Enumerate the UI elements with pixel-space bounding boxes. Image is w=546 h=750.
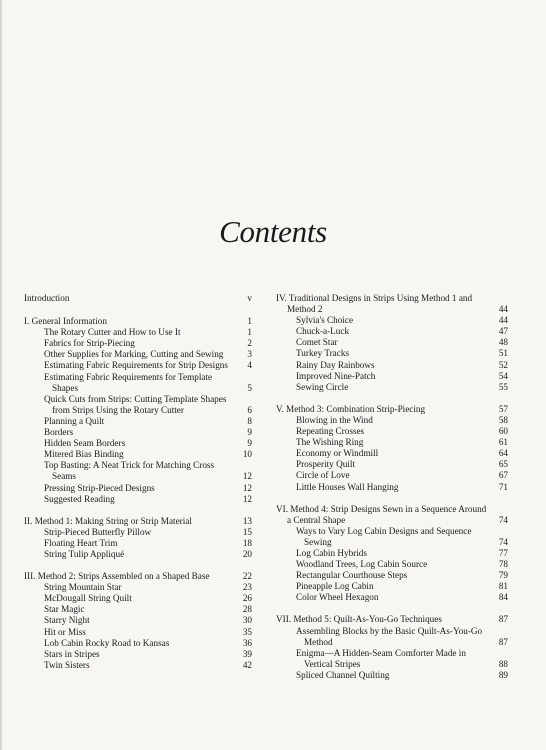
entry-title: The Wishing Ring — [296, 437, 364, 448]
entry-title: Stars in Stripes — [44, 648, 100, 659]
section-heading — [24, 293, 252, 304]
toc-entry — [276, 570, 508, 581]
toc-entry — [24, 483, 252, 494]
entry-title: Little Houses Wall Hanging — [296, 481, 399, 492]
entry-title: Lob Cabin Rocky Road to Kansas — [44, 637, 170, 648]
entry-title: Rainy Day Rainbows — [296, 359, 375, 370]
page-number: 8 — [247, 415, 252, 426]
page-number: 35 — [242, 626, 252, 637]
entry-title: Pressing Strip-Pieced Designs — [44, 482, 155, 493]
page-number: 79 — [498, 570, 508, 581]
section-heading — [24, 571, 252, 582]
toc-entry — [24, 494, 252, 505]
entry-title: Rectangular Courthouse Steps — [296, 570, 408, 581]
page-number: 74 — [498, 536, 508, 547]
page-number: 52 — [498, 359, 508, 370]
toc-entry — [276, 559, 508, 570]
toc-entry — [24, 638, 252, 649]
toc-entry — [276, 581, 508, 592]
entry-title: Quick Cuts from Strips: Cutting Template Shapes from Strips Using the Rotary Cutter — [44, 393, 227, 415]
entry-title: String Mountain Star — [44, 582, 122, 593]
page-number: 30 — [242, 615, 252, 626]
entry-title: Turkey Tracks — [296, 348, 350, 359]
page-number: 12 — [242, 482, 252, 493]
page-number: 36 — [242, 637, 252, 648]
toc-entry — [276, 360, 508, 371]
toc-section — [276, 504, 508, 604]
toc-entry — [276, 448, 508, 459]
page-number: 39 — [242, 648, 252, 659]
toc-section — [24, 316, 252, 505]
page-number: 42 — [242, 659, 252, 670]
page-number: 10 — [242, 449, 252, 460]
entry-title: Strip-Pieced Butterfly Pillow — [44, 526, 152, 537]
entry-title: Top Basting: A Neat Trick for Matching Cross Seams — [44, 460, 215, 482]
entry-title: Chuck-a-Luck — [296, 326, 350, 337]
section-title: Introduction — [24, 293, 70, 303]
toc-entry — [24, 582, 252, 593]
toc-section — [24, 571, 252, 671]
page-number: 71 — [498, 481, 508, 492]
toc-entry — [276, 459, 508, 470]
toc-entry — [276, 648, 508, 670]
page-number: 77 — [498, 547, 508, 558]
toc-entry — [276, 437, 508, 448]
toc-entry — [24, 372, 252, 394]
entry-title: Mitered Bias Binding — [44, 449, 124, 460]
toc-entry — [24, 593, 252, 604]
page-number: 26 — [242, 593, 252, 604]
toc-entry — [24, 394, 252, 416]
toc-entry — [24, 449, 252, 460]
entry-title: Hidden Seam Borders — [44, 438, 126, 449]
toc-entry — [276, 315, 508, 326]
page-number: 18 — [242, 537, 252, 548]
entry-title: Log Cabin Hybrids — [296, 547, 367, 558]
page-number: 88 — [498, 658, 508, 669]
page-number: 81 — [498, 581, 508, 592]
section-title: VI. Method 4: Strip Designs Sewn in a Sequence Around a Central Shape — [276, 503, 487, 525]
entry-title: Estimating Fabric Requirements for Strip Designs — [44, 360, 228, 371]
page-number: 12 — [242, 493, 252, 504]
entry-title: Spliced Channel Quilting — [296, 669, 390, 680]
toc-entry — [24, 627, 252, 638]
page-number: 28 — [242, 604, 252, 615]
toc-entry — [24, 527, 252, 538]
section-title: V. Method 3: Combination Strip-Piecing — [276, 403, 426, 414]
page-number: 87 — [498, 636, 508, 647]
entry-title: Twin Sisters — [44, 659, 90, 670]
entry-title: Floating Heart Trim — [44, 537, 118, 548]
page-number: 48 — [498, 337, 508, 348]
page-number: 61 — [498, 437, 508, 448]
entry-title: Hit or Miss — [44, 626, 86, 637]
page-number: 54 — [498, 370, 508, 381]
entry-title: String Tulip Appliqué — [44, 548, 125, 559]
page-number: 64 — [498, 448, 508, 459]
page-number: 51 — [498, 348, 508, 359]
toc-entry — [24, 649, 252, 660]
page-number: 6 — [247, 404, 252, 415]
entry-title: McDougall String Quilt — [44, 593, 132, 604]
toc-entry — [24, 427, 252, 438]
toc-section — [24, 516, 252, 560]
page-number: 13 — [242, 515, 252, 526]
section-title: VII. Method 5: Quilt-As-You-Go Techniques — [276, 614, 442, 625]
entry-title: Repeating Crosses — [296, 426, 365, 437]
entry-title: Star Magic — [44, 604, 85, 615]
entry-title: Fabrics for Strip-Piecing — [44, 338, 135, 349]
page-number: 23 — [242, 582, 252, 593]
entry-title: Estimating Fabric Requirements for Template Shapes — [44, 371, 213, 393]
page-number: 4 — [247, 360, 252, 371]
page-number: 57 — [498, 403, 508, 414]
toc-entry — [276, 337, 508, 348]
entry-title: Sewing Circle — [296, 381, 349, 392]
page-number: 44 — [498, 315, 508, 326]
section-title: II. Method 1: Making String or Strip Material — [24, 515, 192, 526]
entry-title: Prosperity Quilt — [296, 459, 355, 470]
toc-entry — [24, 327, 252, 338]
entry-title: Woodland Trees, Log Cabin Source — [296, 559, 428, 570]
toc-entry — [276, 470, 508, 481]
page-number: 47 — [498, 326, 508, 337]
toc-entry — [276, 426, 508, 437]
section-title: I. General Information — [24, 316, 107, 327]
page-number: 74 — [498, 514, 508, 525]
section-heading — [276, 404, 508, 415]
page-title: Contents — [219, 214, 327, 249]
entry-title: Sylvia's Choice — [296, 315, 354, 326]
toc-entry — [276, 526, 508, 548]
entry-title: Other Supplies for Marking, Cutting and Sewing — [44, 349, 224, 360]
toc-entry — [24, 338, 252, 349]
toc-entry — [276, 415, 508, 426]
entry-title: Planning a Quilt — [44, 415, 105, 426]
toc-entry — [24, 604, 252, 615]
toc-entry — [276, 626, 508, 648]
toc-entry — [24, 460, 252, 482]
page-number: 84 — [498, 592, 508, 603]
toc-entry — [276, 670, 508, 681]
entry-title: Suggested Reading — [44, 493, 115, 504]
entry-title: Assembling Blocks by the Basic Quilt-As-You-Go Method — [296, 625, 483, 647]
entry-title: Pineapple Log Cabin — [296, 581, 374, 592]
entry-title: Comet Star — [296, 337, 338, 348]
page-number: 78 — [498, 559, 508, 570]
toc-entry — [276, 371, 508, 382]
toc-entry — [24, 538, 252, 549]
page-number: 2 — [247, 338, 252, 349]
page-number: 1 — [247, 327, 252, 338]
toc-section — [24, 293, 252, 304]
page-number: 89 — [498, 669, 508, 680]
toc-entry — [276, 592, 508, 603]
toc-entry — [24, 615, 252, 626]
page-number: 87 — [498, 614, 508, 625]
toc-left-column — [24, 293, 252, 671]
toc-entry — [276, 326, 508, 337]
section-heading — [24, 516, 252, 527]
entry-title: The Rotary Cutter and How to Use It — [44, 327, 181, 338]
entry-title: Starry Night — [44, 615, 90, 626]
page-number: 65 — [498, 459, 508, 470]
page-number: 5 — [247, 382, 252, 393]
toc-entry — [24, 549, 252, 560]
page-number: 15 — [242, 526, 252, 537]
entry-title: Circle of Love — [296, 470, 350, 481]
entry-title: Enigma—A Hidden-Seam Comforter Made in Vertical Stripes — [296, 647, 466, 669]
page-number: v — [247, 293, 252, 303]
toc-entry — [24, 360, 252, 371]
entry-title: Color Wheel Hexagon — [296, 592, 379, 603]
toc-entry — [24, 660, 252, 671]
toc-entry — [276, 348, 508, 359]
section-title: IV. Traditional Designs in Strips Using Method 1 and Method 2 — [276, 293, 473, 315]
page-number: 3 — [247, 349, 252, 360]
page-number: 67 — [498, 470, 508, 481]
page-number: 60 — [498, 426, 508, 437]
page-number: 9 — [247, 427, 252, 438]
toc-entry — [24, 349, 252, 360]
toc-entry — [276, 482, 508, 493]
page-number: 58 — [498, 414, 508, 425]
page-number: 12 — [242, 471, 252, 482]
entry-title: Economy or Windmill — [296, 448, 379, 459]
section-heading — [276, 504, 508, 526]
toc-right-column — [276, 293, 508, 681]
entry-title: Borders — [44, 427, 74, 438]
section-heading — [276, 614, 508, 625]
toc-entry — [24, 416, 252, 427]
entry-title: Improved Nine-Patch — [296, 370, 376, 381]
page-number: 1 — [247, 316, 252, 327]
toc-section — [276, 404, 508, 493]
section-title: III. Method 2: Strips Assembled on a Shaped Base — [24, 571, 210, 582]
toc-entry — [24, 438, 252, 449]
page-number: 44 — [498, 304, 508, 315]
entry-title: Blowing in the Wind — [296, 414, 373, 425]
page-number: 9 — [247, 438, 252, 449]
page-number: 55 — [498, 381, 508, 392]
section-heading — [276, 293, 508, 315]
toc-entry — [276, 548, 508, 559]
section-heading — [24, 316, 252, 327]
toc-section — [276, 293, 508, 393]
entry-title: Ways to Vary Log Cabin Designs and Sequence Sewing — [296, 525, 472, 547]
page-number: 20 — [242, 548, 252, 559]
toc-section — [276, 614, 508, 681]
page-number: 22 — [242, 571, 252, 582]
toc-entry — [276, 382, 508, 393]
